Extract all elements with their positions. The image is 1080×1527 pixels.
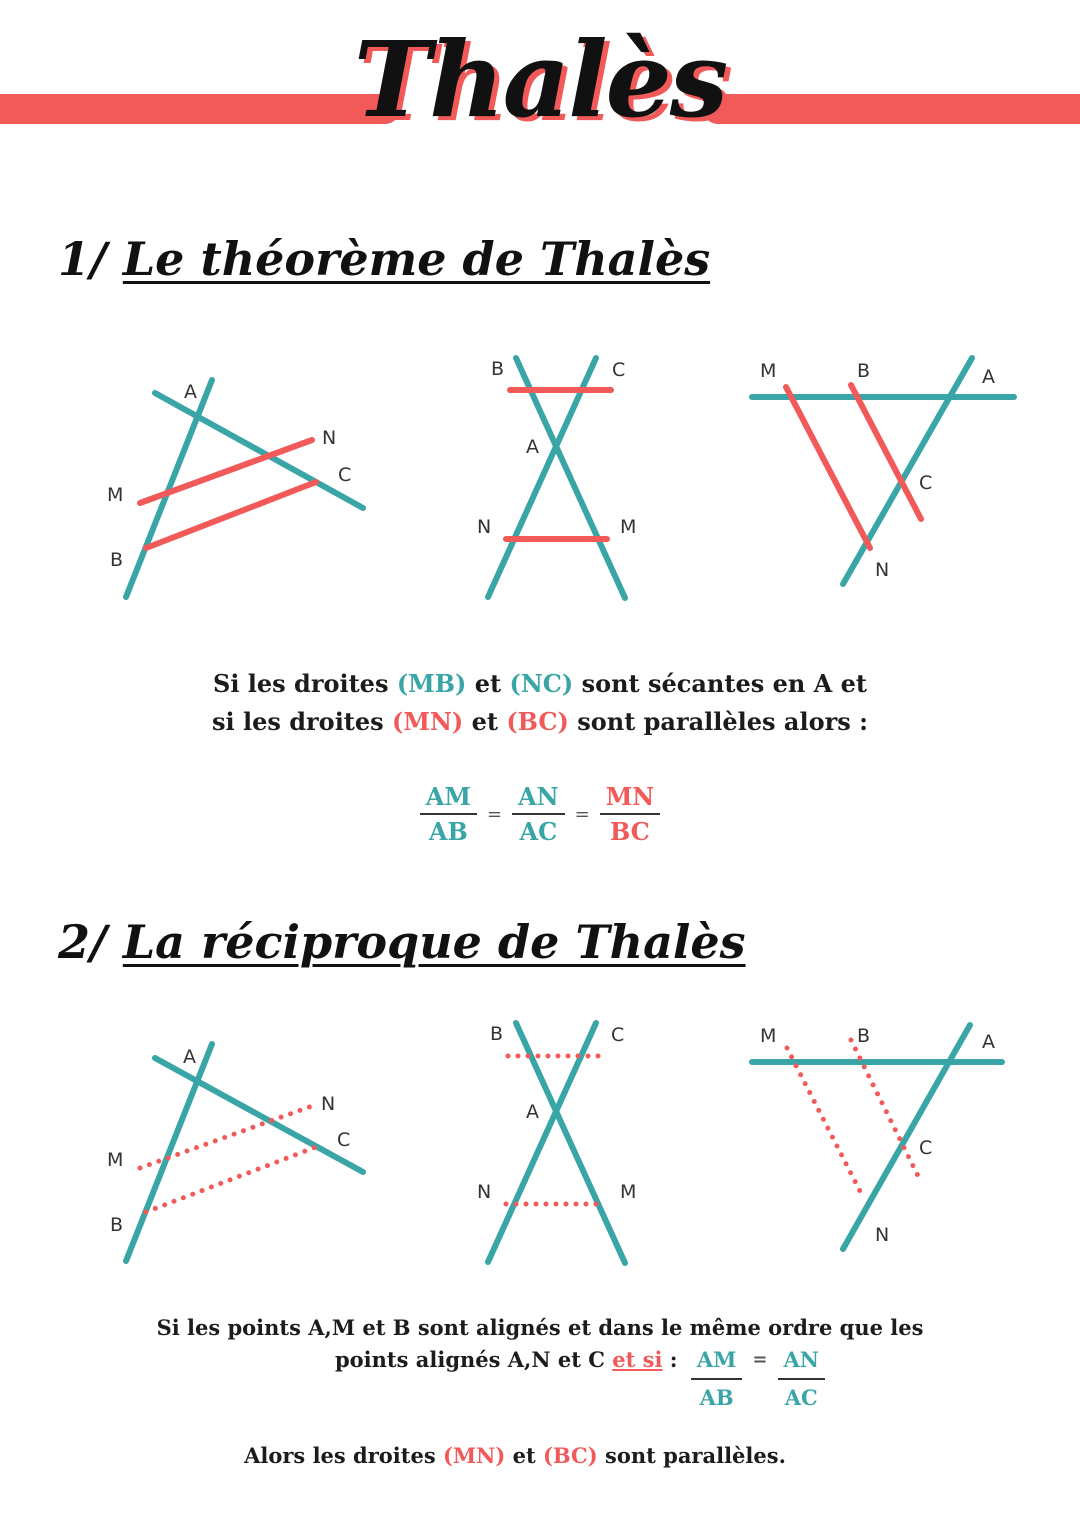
line-cn — [488, 1023, 596, 1262]
label-c: C — [919, 472, 933, 494]
line-bc-dotted — [146, 1147, 316, 1212]
line-mn — [786, 387, 870, 548]
section-2-number: 2/ — [58, 915, 107, 969]
theorem-line-1: Si les droites (MB) et (NC) sont sécantes en A et — [212, 669, 868, 698]
label-n: N — [322, 427, 337, 449]
line-bm — [516, 1023, 625, 1263]
fraction-am-ab: $\frac{AM}{AB}$ — [691, 1344, 743, 1414]
mn-line: (MN) — [392, 707, 464, 736]
label-a: A — [183, 1046, 196, 1068]
fraction-an-ac: $\frac{AN}{AC}$ — [778, 1344, 826, 1414]
label-a: A — [982, 1031, 995, 1053]
label-b: B — [110, 549, 124, 571]
label-m: M — [107, 484, 124, 506]
line-bc — [851, 385, 921, 519]
label-m: M — [107, 1149, 124, 1171]
converse-line-2: points alignés A,N et C et si : $\frac{AM}{AB}$ = $\frac{AN}{AC}$ — [0, 1344, 1080, 1414]
figure-2-3 — [752, 1025, 1002, 1249]
label-m: M — [760, 1025, 777, 1047]
figure-2-1 — [126, 1044, 363, 1261]
label-c: C — [338, 464, 352, 486]
label-c: C — [337, 1129, 351, 1151]
label-c: C — [611, 1024, 625, 1046]
label-n: N — [321, 1093, 336, 1115]
label-m: M — [620, 1181, 637, 1203]
mb-line: (MB) — [396, 669, 467, 698]
et-si-link: et si — [612, 1347, 663, 1372]
figure-1-3 — [752, 358, 1014, 584]
equals-sign: = — [752, 1349, 768, 1370]
mn-line: (MN) — [442, 1443, 506, 1468]
line-bm — [516, 358, 625, 598]
label-c: C — [612, 359, 626, 381]
converse-conclusion: Alors les droites (MN) et (BC) sont parallèles. — [244, 1443, 786, 1468]
line-cn — [488, 358, 596, 597]
fraction-am-ab: $\frac{AM}{AB}$ — [420, 782, 477, 846]
equals-sign: = — [574, 803, 590, 825]
label-m: M — [760, 360, 777, 382]
nc-line: (NC) — [509, 669, 574, 698]
line-ab — [126, 380, 212, 597]
theorem-equality — [0, 782, 1080, 846]
label-b: B — [110, 1214, 124, 1236]
section-2-title: La réciproque de Thalès — [122, 915, 746, 969]
label-n: N — [875, 1224, 890, 1246]
bc-line: (BC) — [506, 707, 569, 736]
figure-1-2 — [488, 358, 625, 598]
page-title: Thalès — [353, 18, 727, 141]
figure-2-2 — [488, 1023, 625, 1263]
fraction-mn-bc: $\frac{MN}{BC}$ — [600, 782, 661, 846]
theorem-statement — [0, 665, 1080, 741]
label-n: N — [875, 559, 890, 581]
section-1-title: Le théorème de Thalès — [122, 232, 711, 286]
section-2-heading — [58, 915, 746, 969]
section-1-number: 1/ — [58, 232, 107, 286]
label-b: B — [857, 360, 871, 382]
bc-line: (BC) — [542, 1443, 598, 1468]
label-a: A — [982, 366, 995, 388]
label-b: B — [857, 1025, 871, 1047]
label-n: N — [477, 1181, 492, 1203]
label-a: A — [184, 381, 197, 403]
label-b: B — [491, 358, 505, 380]
label-c: C — [919, 1137, 933, 1159]
theorem-line-2: si les droites (MN) et (BC) sont parallèles alors : — [212, 707, 868, 736]
converse-statement — [0, 1312, 1080, 1414]
label-a: A — [526, 436, 539, 458]
line-an — [843, 358, 972, 584]
label-a: A — [526, 1101, 539, 1123]
converse-line-1: Si les points A,M et B sont alignés et dans le même ordre que les — [156, 1315, 924, 1340]
fraction-an-ac: $\frac{AN}{AC}$ — [512, 782, 565, 846]
line-mn-dotted — [787, 1048, 864, 1199]
label-m: M — [620, 516, 637, 538]
equals-sign: = — [486, 803, 503, 825]
label-b: B — [490, 1023, 504, 1045]
line-ab — [126, 1044, 212, 1261]
figure-1-1 — [126, 380, 363, 597]
label-n: N — [477, 516, 492, 538]
